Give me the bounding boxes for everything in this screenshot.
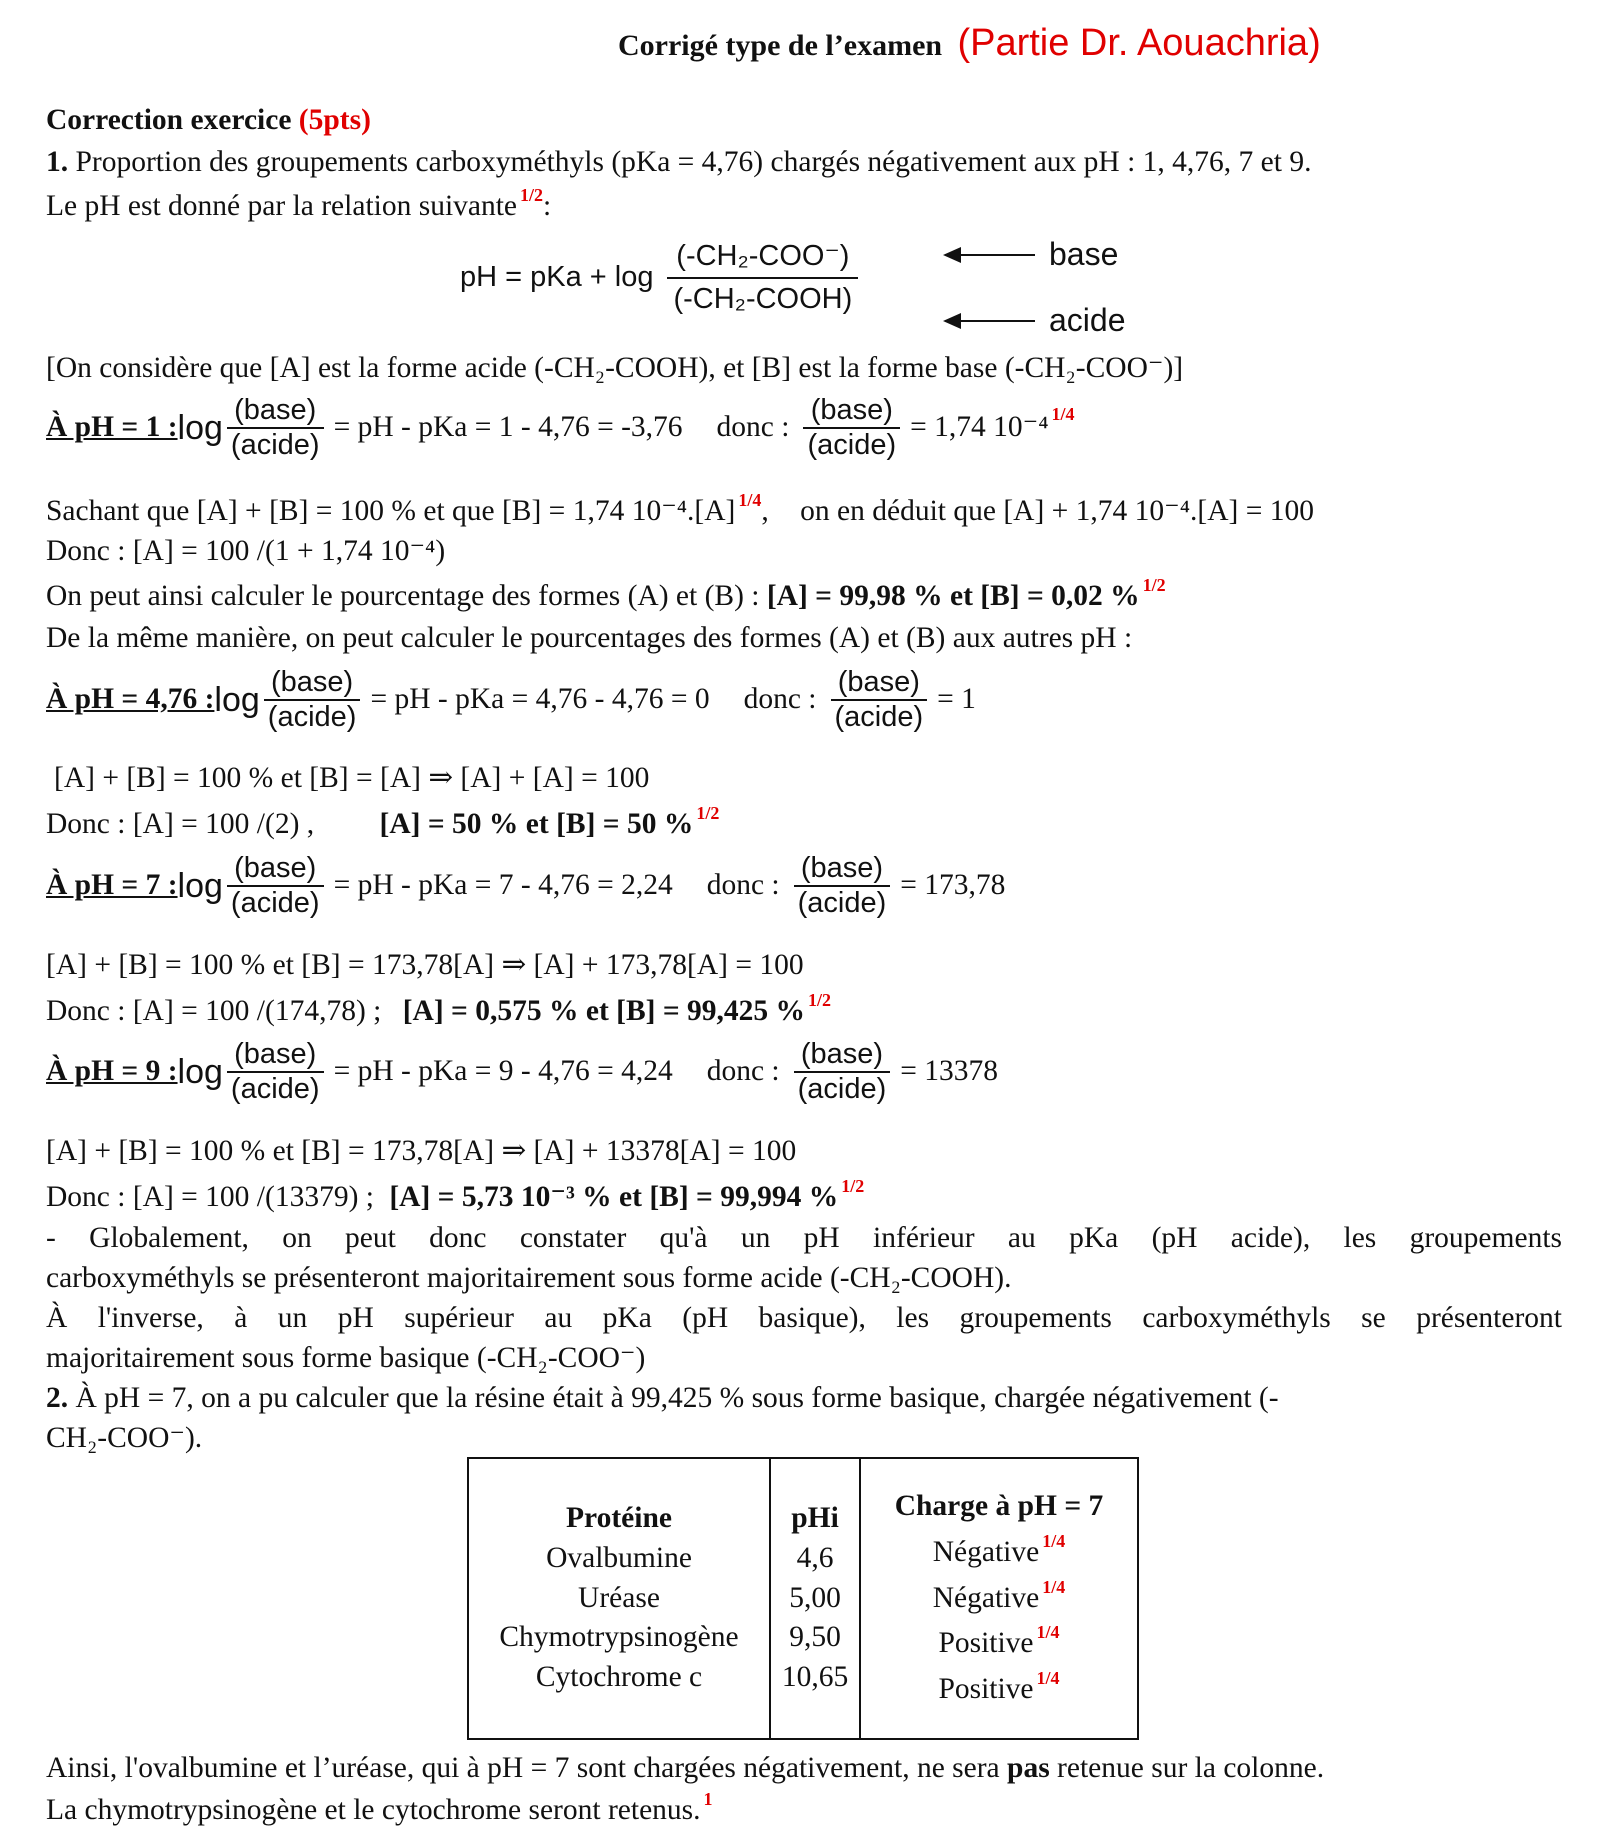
- ph1-donc: donc :: [716, 411, 790, 444]
- ph9-result: = 13378: [900, 1055, 999, 1088]
- formula-lhs: pH = pKa + log: [460, 260, 654, 293]
- ph476-donc: donc :: [743, 683, 817, 716]
- ph476-equation: [46, 666, 976, 735]
- ratio-den: (acide): [267, 701, 357, 734]
- score-mark: 1: [703, 1789, 713, 1809]
- ratio-num: (base): [227, 1038, 324, 1073]
- q1-line2: Le pH est donné par la relation suivante $^{1/2}$:: [46, 185, 552, 222]
- ratio-den: (acide): [797, 1073, 887, 1106]
- ratio-num: (base): [794, 1038, 891, 1073]
- ph9-line3: [46, 1176, 865, 1215]
- charge-cell: [933, 1530, 1066, 1576]
- acide-label: acide: [1049, 302, 1126, 338]
- log-symbol: log: [177, 866, 223, 905]
- ph1-line4: [46, 575, 1166, 614]
- header-author: (Partie Dr. Aouachria): [957, 22, 1321, 64]
- ph1-line2: Sachant que [A] + [B] = 100 % et que [B] = 1,74 10⁻⁴.[A] $^{1/4}$, on en déduit que [A] + 1,74 10⁻⁴.[A] = 100: [46, 490, 1314, 527]
- ph9-equation: [46, 1038, 998, 1107]
- ratio-fraction: [264, 666, 361, 735]
- charge-cell: [933, 1576, 1066, 1622]
- final-line2-text: La chymotrypsinogène et le cytochrome seront retenus.: [46, 1794, 701, 1826]
- score-mark: 1/4: [738, 490, 762, 510]
- formula-fraction: [667, 234, 858, 320]
- phi-cell: 4,6: [796, 1541, 834, 1574]
- section-title-text: Correction exercice: [46, 104, 292, 136]
- phi-header: pHi: [791, 1501, 839, 1534]
- ph7-label: À pH = 7 :: [46, 869, 178, 902]
- phi-cell: 10,65: [781, 1661, 849, 1694]
- ph476-label: À pH = 4,76 :: [46, 683, 215, 716]
- ratio-den: (acide): [230, 1073, 320, 1106]
- score-mark: 1/2: [841, 1176, 865, 1196]
- ratio-num: (base): [227, 852, 324, 887]
- acide-arrow-label: [945, 302, 1126, 339]
- ph7-eq-text: = pH - pKa = 7 - 4,76 = 2,24: [333, 869, 673, 902]
- ratio-num: (base): [831, 666, 928, 701]
- charge-header: Charge à pH = 7: [894, 1490, 1104, 1523]
- left-arrow-icon: [945, 254, 1035, 256]
- charge-column: [861, 1459, 1137, 1738]
- ph1-line5: De la même manière, on peut calculer le pourcentages des formes (A) et (B) aux autres pH :: [46, 622, 1133, 654]
- ph7-donc: donc :: [706, 869, 780, 902]
- ratio-fraction: [803, 394, 900, 463]
- score-mark: 1/4: [1042, 1576, 1066, 1597]
- score-mark: 1/4: [1036, 1622, 1060, 1643]
- ph7-result: = 173,78: [900, 869, 1006, 902]
- base-label: base: [1049, 236, 1119, 272]
- conclusion-p2-line1: À l'inverse, à un pH supérieur au pKa (pH basique), les groupements carboxyméthyls se présenteront: [46, 1302, 1562, 1334]
- ratio-fraction: [227, 852, 324, 921]
- log-symbol: log: [177, 1052, 223, 1091]
- ph9-line2: [A] + [B] = 100 % et [B] = 173,78[A] ⇒ [A] + 13378[A] = 100: [46, 1135, 797, 1167]
- final-emphasis: pas: [1007, 1752, 1050, 1784]
- ph476-line3b: [A] = 50 % et [B] = 50 %: [379, 808, 694, 840]
- ratio-den: (acide): [834, 701, 924, 734]
- ph1-result: = 1,74 10⁻⁴: [910, 411, 1049, 444]
- charge-cell: [938, 1621, 1059, 1667]
- ph476-eq-text: = pH - pKa = 4,76 - 4,76 = 0: [370, 683, 710, 716]
- ratio-den: (acide): [230, 429, 320, 462]
- ph9-line3b: [A] = 5,73 10⁻³ % et [B] = 99,994 %: [389, 1181, 839, 1213]
- ph1-line2b: on en déduit que [A] + 1,74 10⁻⁴.[A] = 100: [800, 495, 1314, 527]
- q1-number: 1.: [46, 146, 69, 178]
- q2-line1: [46, 1382, 1279, 1416]
- ph9-label: À pH = 9 :: [46, 1055, 178, 1088]
- protein-column: [469, 1459, 771, 1738]
- final-line1c: retenue sur la colonne.: [1057, 1752, 1325, 1784]
- charge-value: Négative: [932, 1535, 1040, 1568]
- ph1-line3: Donc : [A] = 100 /(1 + 1,74 10⁻⁴): [46, 535, 446, 567]
- score-mark: 1/4: [1051, 404, 1075, 424]
- ph9-eq-text: = pH - pKa = 9 - 4,76 = 4,24: [333, 1055, 673, 1088]
- ph9-donc: donc :: [706, 1055, 780, 1088]
- formula-denominator: (-CH₂-COOH): [673, 283, 853, 315]
- score-mark: 1/2: [808, 990, 832, 1010]
- ph476-result: = 1: [937, 683, 976, 716]
- ratio-num: (base): [264, 666, 361, 701]
- ph476-line3: [46, 803, 720, 842]
- ph476-line2: [A] + [B] = 100 % et [B] = [A] ⇒ [A] + [A] = 100: [54, 762, 650, 794]
- formula-numerator: (-CH₂-COO⁻): [667, 234, 858, 279]
- q1-line2-text: Le pH est donné par la relation suivante: [46, 190, 518, 222]
- final-line2: [46, 1789, 713, 1828]
- protein-cell: Ovalbumine: [546, 1541, 692, 1574]
- ratio-fraction: [794, 852, 891, 921]
- ratio-num: (base): [803, 394, 900, 429]
- conclusion-p1-line1: - Globalement, on peut donc constater qu'à un pH inférieur au pKa (pH acide), les groupements: [46, 1222, 1562, 1254]
- protein-header: Protéine: [566, 1501, 672, 1534]
- charge-value: Négative: [932, 1581, 1040, 1614]
- log-symbol: log: [177, 408, 223, 447]
- ratio-den: (acide): [230, 887, 320, 920]
- ratio-num: (base): [227, 394, 324, 429]
- ph9-line3a: Donc : [A] = 100 /(13379) ;: [46, 1181, 374, 1213]
- protein-cell: Chymotrypsinogène: [499, 1621, 739, 1654]
- section-points: (5pts): [298, 104, 371, 136]
- phi-column: [771, 1459, 861, 1738]
- q2-line1-text: À pH = 7, on a pu calculer que la résine était à 99,425 % sous forme basique, chargée négativement (-: [75, 1382, 1279, 1414]
- ph1-eq-text: = pH - pKa = 1 - 4,76 = -3,76: [333, 411, 683, 444]
- ph1-line4b: [A] = 99,98 % et [B] = 0,02 %: [766, 580, 1140, 612]
- final-line1: [46, 1752, 1324, 1786]
- ph7-line3: [46, 990, 832, 1029]
- q2-number: 2.: [46, 1382, 69, 1414]
- phi-cell: 9,50: [789, 1621, 841, 1654]
- page-header: [618, 22, 1321, 66]
- charge-cell: [938, 1667, 1059, 1713]
- ph7-line2: [A] + [B] = 100 % et [B] = 173,78[A] ⇒ [A] + 173,78[A] = 100: [46, 949, 804, 981]
- left-arrow-icon: [945, 320, 1035, 322]
- ph1-line2a: Sachant que [A] + [B] = 100 % et que [B] = 1,74 10⁻⁴.[A]: [46, 495, 736, 527]
- score-mark: 1/2: [696, 803, 720, 823]
- ph476-line3a: Donc : [A] = 100 /(2) ,: [46, 808, 315, 840]
- protein-table: [467, 1457, 1139, 1740]
- final-line1a: Ainsi, l'ovalbumine et l’uréase, qui à pH = 7 sont chargées négativement, ne sera: [46, 1752, 1000, 1784]
- ph7-line3b: [A] = 0,575 % et [B] = 99,425 %: [402, 995, 806, 1027]
- protein-cell: Uréase: [578, 1581, 660, 1614]
- conclusion-p1-line2: carboxyméthyls se présenteront majoritairement sous forme acide (-CH₂-COOH).: [46, 1262, 1012, 1294]
- conclusion-p2-line2: majoritairement sous forme basique (-CH₂-COO⁻): [46, 1342, 646, 1374]
- ratio-fraction: [794, 1038, 891, 1107]
- header-title: Corrigé type de l’examen: [618, 29, 943, 62]
- ph1-label: À pH = 1 :: [46, 411, 178, 444]
- q1-statement: [46, 146, 1311, 180]
- ratio-den: (acide): [807, 429, 897, 462]
- ratio-num: (base): [794, 852, 891, 887]
- ratio-den: (acide): [797, 887, 887, 920]
- charge-value: Positive: [938, 1627, 1034, 1660]
- ratio-fraction: [227, 394, 324, 463]
- q1-text: Proportion des groupements carboxyméthyls (pKa = 4,76) chargés négativement aux pH : 1, 4,76, 7 et 9.: [75, 146, 1312, 178]
- ph1-line4a: On peut ainsi calculer le pourcentage des formes (A) et (B) :: [46, 580, 760, 612]
- score-mark: 1/4: [1036, 1668, 1060, 1689]
- consideration-line: [On considère que [A] est la forme acide (-CH₂-COOH), et [B] est la forme base (-CH₂-COO⁻)]: [46, 352, 1184, 384]
- ph-formula: [460, 234, 858, 320]
- section-title: [46, 104, 371, 138]
- ph1-equation: [46, 394, 1075, 463]
- ph7-equation: [46, 852, 1005, 921]
- base-arrow-label: [945, 236, 1118, 273]
- ratio-fraction: [831, 666, 928, 735]
- score-mark: 1/2: [1142, 575, 1166, 595]
- q2-line2: CH₂-COO⁻).: [46, 1422, 203, 1454]
- log-symbol: log: [214, 680, 260, 719]
- score-mark: 1/4: [1042, 1530, 1066, 1551]
- score-mark: 1/2: [520, 185, 544, 205]
- phi-cell: 5,00: [789, 1581, 841, 1614]
- charge-value: Positive: [938, 1673, 1034, 1706]
- protein-cell: Cytochrome c: [535, 1661, 703, 1694]
- ratio-fraction: [227, 1038, 324, 1107]
- ph7-line3a: Donc : [A] = 100 /(174,78) ;: [46, 995, 382, 1027]
